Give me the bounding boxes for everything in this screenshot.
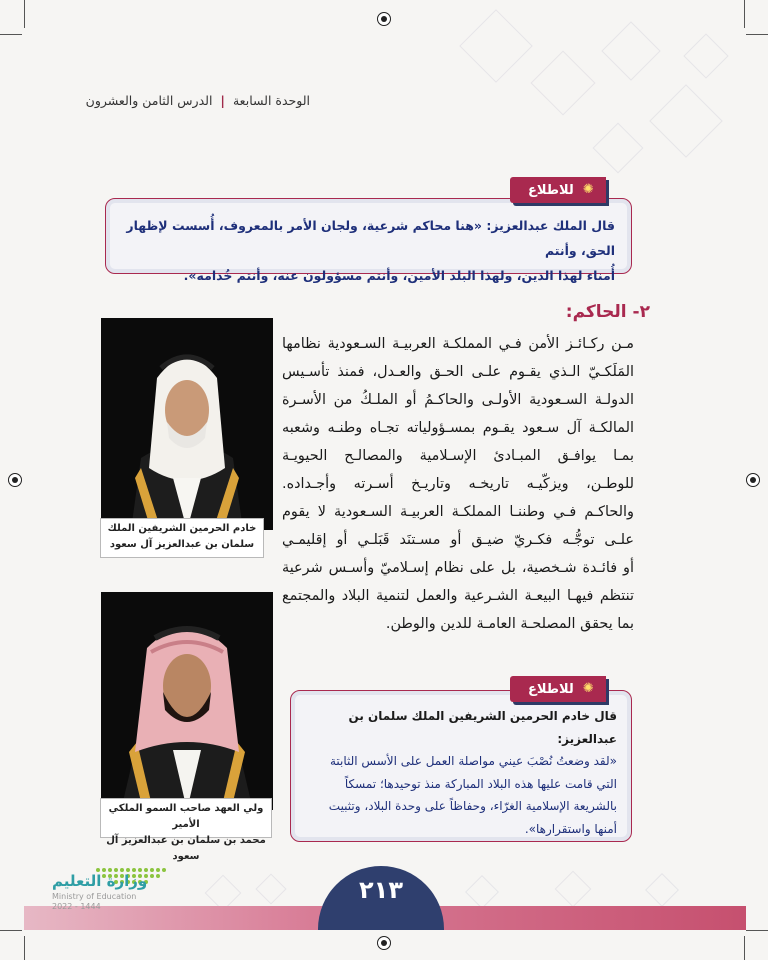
decor-diamond [601,21,660,80]
ministry-name-en: Ministry of Education [52,892,137,901]
info-box-1-line: قال الملك عبدالعزيز: «هنا محاكم شرعية، ولجان الأمر بالمعروف، أُسست لإظهار الحق، وأنتم [126,218,615,258]
ministry-name-ar: وزارة التعليم [52,872,148,890]
photo-caption-king [100,518,264,558]
decor-diamond [255,873,286,904]
decor-diamond [459,9,533,83]
portrait-king-salman [101,318,273,530]
body-line: علـى توجُّـه فكـريّ ضيـق أو مسـتنَد قَبَلـي أو إقليمـي [282,532,634,548]
body-line: والحاكـم فـي وطننـا المملكـة العربيـة السـعودية لا يقوم [282,504,634,520]
body-line: للوطـن، ويزكّيـه تاريخـه وتاريـخ أسـرته وأجـداده. [282,476,634,492]
info-box-king-abdulaziz [105,198,632,283]
decor-diamond [465,875,499,909]
registration-mark [377,12,391,26]
info-tab [510,676,606,702]
info-box-2-line: التي قامت عليها هذه البلاد المباركة منذ توحيدها؛ تمسكاً [344,776,617,791]
body-line: بمـا يوافـق المبـادئ الإسـلامية والمصالـح الحيويـة [282,448,634,464]
edition-year: 2022 - 1444 [52,902,101,911]
body-paragraph [282,330,634,638]
caption-line: خادم الحرمين الشريفين الملك [107,523,257,534]
info-tab-label: للاطلاع [528,182,574,198]
crop-mark [744,0,745,28]
lightbulb-icon: ✺ [582,182,594,197]
body-line: المَلَكـيّ الـذي يقـوم علـى الحـق والعـدل، فمنذ تأسـيس [282,364,634,380]
decor-diamond [530,50,595,115]
portrait-illustration [101,592,273,810]
crop-mark [0,930,22,931]
info-box-2-line: أمنها واستقرارها». [524,821,617,836]
section-title: ٢- الحاكم: [565,302,650,322]
caption-line: سلمان بن عبدالعزيز آل سعود [109,539,255,550]
info-box-1-line: أُمناء لهذا الدين، ولهذا البلد الأمين، وأنتم مسؤولون عنه، وأنتم خُدامه». [183,268,615,283]
registration-mark [377,936,391,950]
info-tab [510,177,606,203]
portrait-crown-prince [101,592,273,810]
crop-mark [746,34,768,35]
body-line: أو فائـدة شـخصية، بل على نظام إسـلاميّ وأسـس شرعية [282,560,634,576]
info-box-2-line: قال خادم الحرمين الشريفين الملك سلمان بن عبدالعزيز: [348,709,617,746]
info-tab-label: للاطلاع [528,681,574,697]
decor-diamond [645,873,679,907]
caption-line: محمد بن سلمان بن عبدالعزيز آل سعود [106,835,266,862]
body-line: تنتظم فيهـا البيعـة الشـرعية والعمل لتنمية البلاد والمجتمع [282,588,634,604]
crop-mark [744,936,745,960]
decor-diamond [683,33,728,78]
body-line: بما يحقق المصلحـة العامـة للدين والوطن. [385,616,634,632]
ministry-text-block [52,872,147,890]
running-header [86,93,310,108]
photo-caption-crown-prince [100,798,272,862]
body-line: مـن ركـائـز الأمن فـي المملكـة العربيـة السـعودية نظامها [282,336,634,352]
caption-line: ولي العهد صاحب السمو الملكي الأمير [108,803,264,830]
registration-mark [8,473,22,487]
info-box-2-line: «لقد وضعتُ نُصْبَ عيني مواصلة العمل على الأسس الثابتة [329,754,617,768]
info-box-king-salman [290,690,632,842]
crop-mark [0,34,22,35]
decor-diamond [649,84,723,158]
lesson-label: الدرس الثامن والعشرون [85,93,213,108]
body-line: الدولـة السـعودية الأولـى والحاكـمُ أو الملـكُ من الأسـرة [282,392,634,408]
page-number: ٢١٣ [318,866,444,930]
portrait-illustration [101,318,273,530]
crop-mark [746,930,768,931]
lightbulb-icon: ✺ [582,681,594,696]
crop-mark [24,936,25,960]
unit-label: الوحدة السابعة [232,93,310,108]
info-box-2-line: بالشريعة الإسلامية الغرّاء، وحفاظاً على وحدة البلاد، وتثبيت [328,799,617,813]
crop-mark [24,0,25,28]
registration-mark [746,473,760,487]
decor-diamond [555,871,592,908]
header-separator: | [220,93,225,108]
body-line: المالكـة آل سـعود يقـوم بمسـؤولياته تجـاه وطنـه وشعبه [282,420,634,436]
decor-diamond [593,123,644,174]
